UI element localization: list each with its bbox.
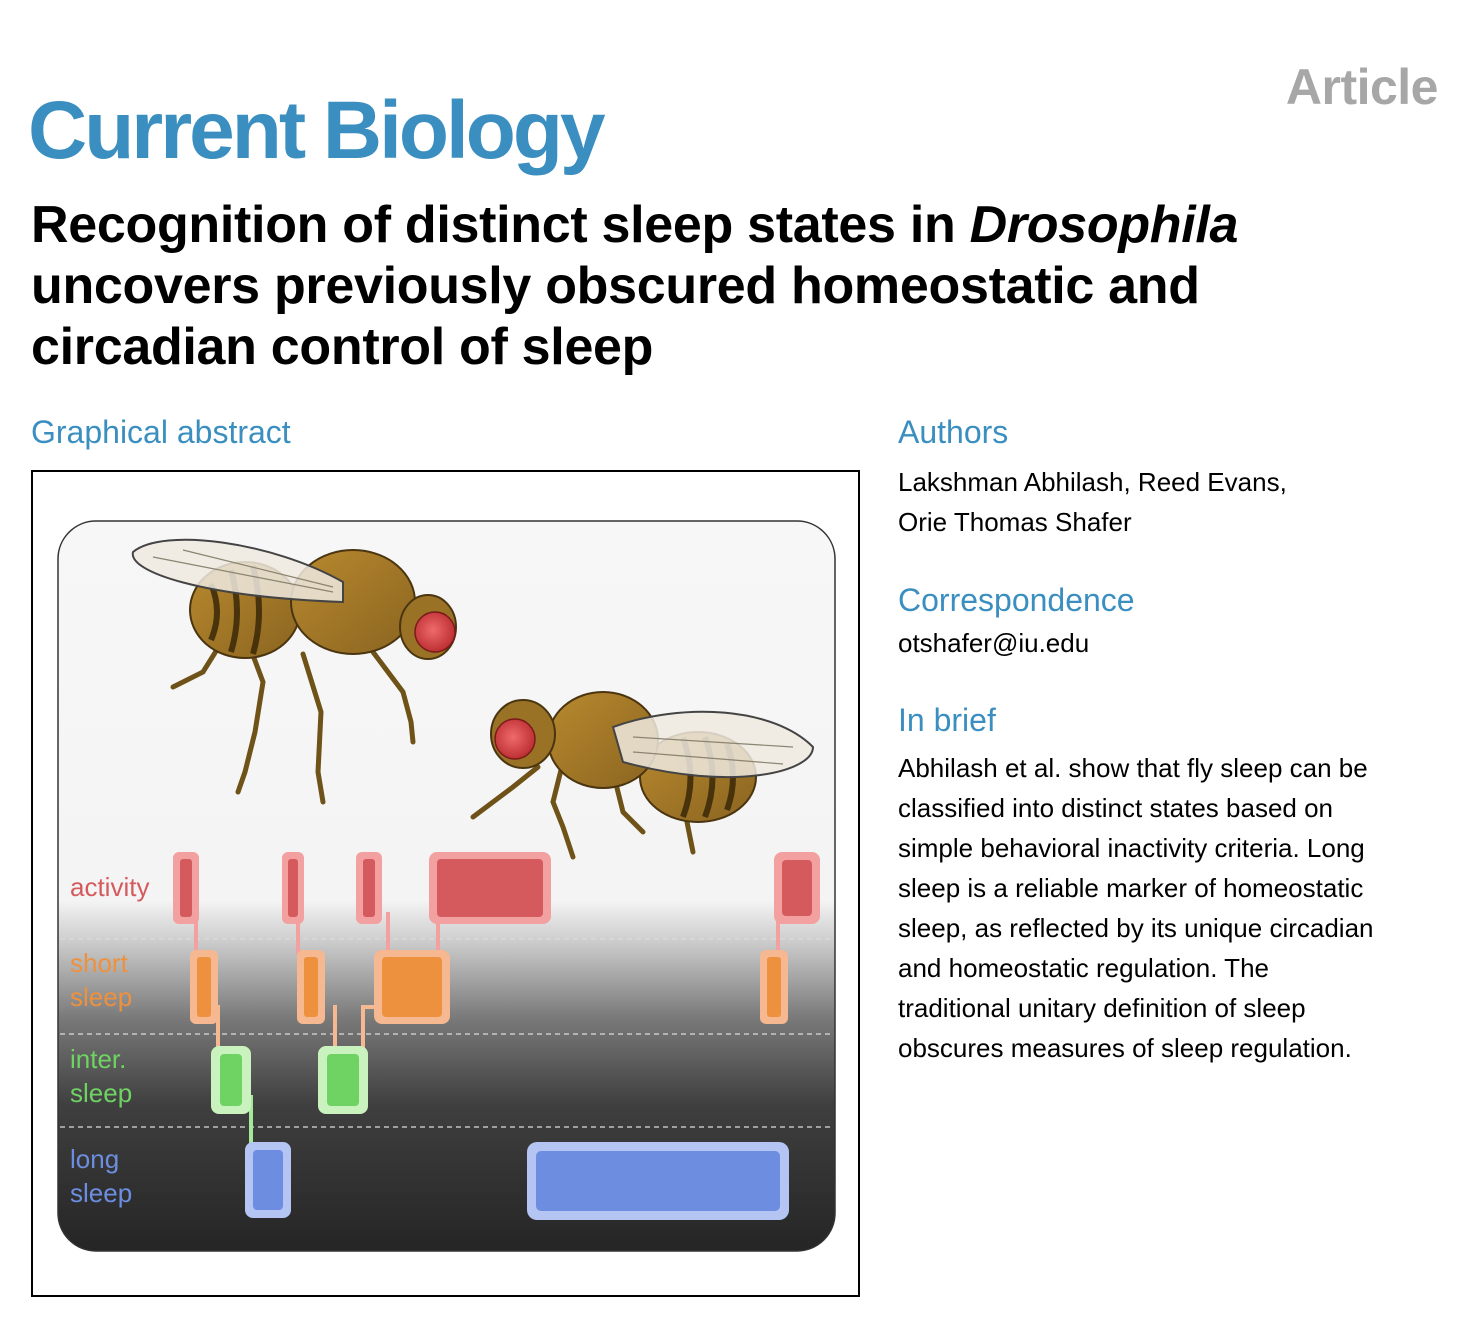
in-brief-heading: In brief: [898, 702, 996, 738]
article-title: [31, 195, 1431, 378]
correspondence-email[interactable]: otshafer@iu.edu: [898, 628, 1090, 658]
in-brief-line: simple behavioral inactivity criteria. Long: [898, 833, 1365, 863]
authors-line-2: Orie Thomas Shafer: [898, 507, 1132, 537]
in-brief-line: sleep is a reliable marker of homeostatic: [898, 873, 1364, 903]
row-label-short-2: sleep: [70, 982, 133, 1012]
title-line1: Recognition of distinct sleep states in Drosophila: [31, 196, 1239, 254]
in-brief-line: traditional unitary definition of sleep: [898, 993, 1306, 1023]
row-label-inter-2: sleep: [70, 1078, 133, 1108]
row-label-short-1: short: [70, 948, 128, 978]
title-italic-genus: Drosophila: [969, 196, 1239, 254]
graphical-abstract-figure: [33, 472, 858, 1295]
article-type-label: Article: [1285, 59, 1438, 115]
in-brief-line: sleep, as reflected by its unique circadian: [898, 913, 1374, 943]
row-label-inter-1: inter.: [70, 1044, 127, 1074]
graphical-abstract-heading: Graphical abstract: [31, 414, 291, 450]
title-line2: uncovers previously obscured homeostatic and: [31, 257, 1200, 315]
in-brief-line: and homeostatic regulation. The: [898, 953, 1269, 983]
authors-heading: Authors: [898, 414, 1009, 450]
in-brief-line: obscures measures of sleep regulation.: [898, 1033, 1352, 1063]
row-label-long-1: long: [70, 1144, 120, 1174]
in-brief-line: Abhilash et al. show that fly sleep can be: [898, 753, 1368, 783]
authors-line-1: Lakshman Abhilash, Reed Evans,: [898, 467, 1287, 497]
journal-title: Current Biology: [28, 85, 603, 176]
row-label-activity: activity: [70, 872, 150, 902]
correspondence-heading: Correspondence: [898, 582, 1135, 618]
title-line3: circadian control of sleep: [31, 318, 654, 376]
row-label-long-2: sleep: [70, 1178, 133, 1208]
in-brief-text: [898, 748, 1458, 1068]
authors-list: [898, 462, 1287, 542]
graphical-abstract-box: [31, 470, 860, 1297]
in-brief-line: classified into distinct states based on: [898, 793, 1334, 823]
